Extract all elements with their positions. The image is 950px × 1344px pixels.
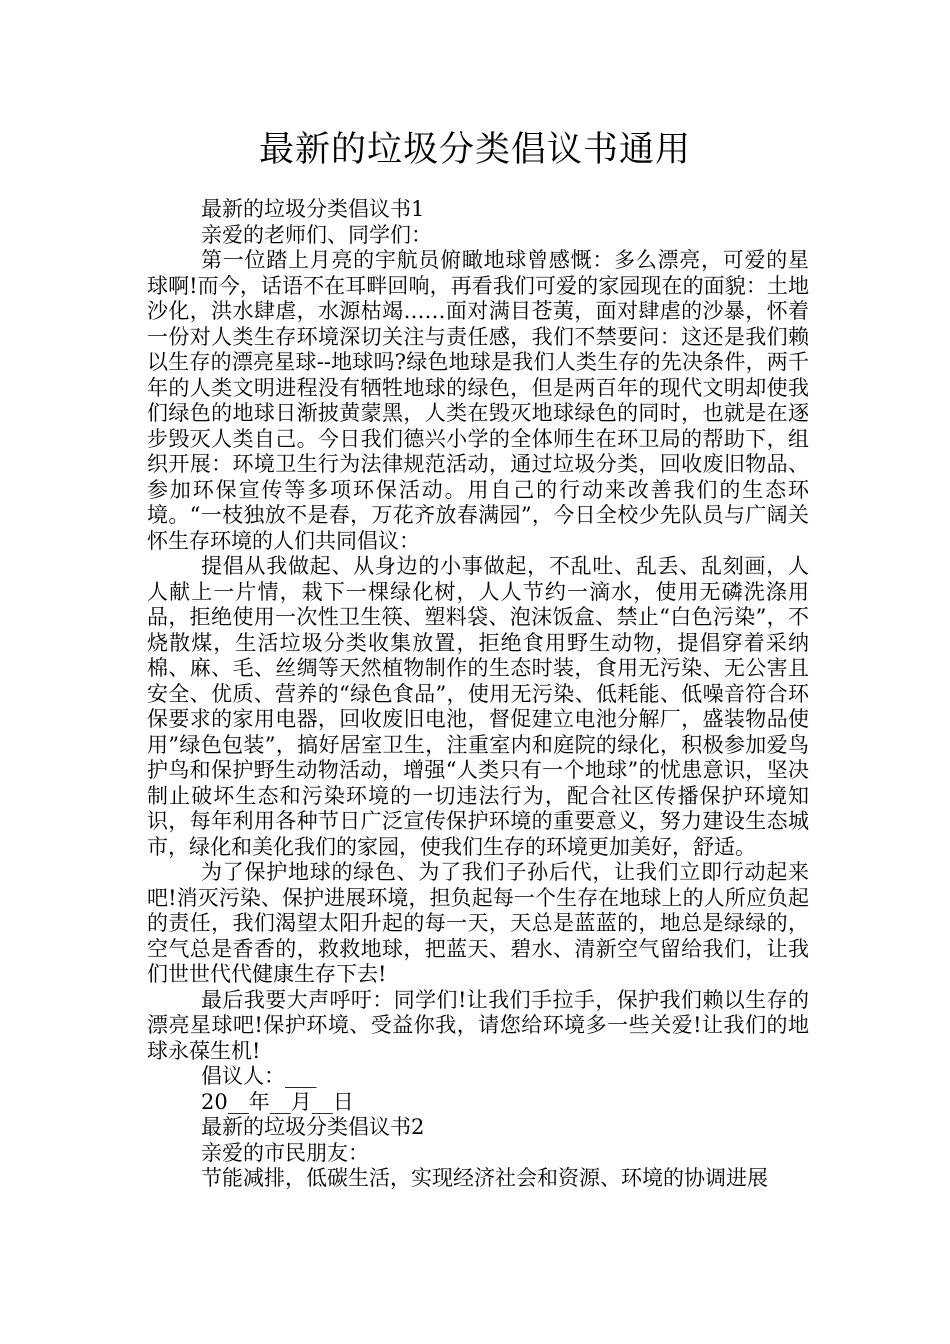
signature-date: 20__年__月__日 (201, 1089, 354, 1114)
document-title: 最新的垃圾分类倡议书通用 (258, 130, 691, 170)
section1-paragraph-2: 提倡从我做起、从身边的小事做起，不乱吐、乱丢、乱刻画，人人献上一片情，栽下一棵绿化树，人人节约一滴水，使用无磷洗涤用品，拒绝使用一次性卫生筷、塑料袋、泡沫饭盒、禁止“白色污染”，不烧散煤，生活垃圾分类收集放置，拒绝食用野生动物，提倡穿着采纳棉、麻、毛、丝绸等天然植物制作的生态时装，食用无污染、无公害且安全、优质、营养的“绿色食品”，使用无污染、低耗能、低噪音符合环保要求的家用电器，回收废旧电池，督促建立电池分解厂，盛装物品使用”绿色包装”，搞好居室卫生，注重室内和庭院的绿化，积极参加爱鸟护鸟和保护野生动物活动，增强“人类只有一个地球”的忧患意识，坚决制止破坏生态和污染环境的一切违法行为，配合社区传播保护环境知识，每年利用各种节日广泛宣传保护环境的重要意义，努力建设生态城市，绿化和美化我们的家园，使我们生存的环境更加美好，舒适。 (147, 554, 809, 859)
section2-paragraph-1: 节能减排，低碳生活，实现经济社会和资源、环境的协调进展 (201, 1166, 768, 1190)
section1-paragraph-4: 最后我要大声呼吁：同学们!让我们手拉手，保护我们赖以生存的漂亮星球吧!保护环境、受益你我，请您给环境多一些关爱!让我们的地球永葆生机! (147, 987, 809, 1063)
document-body (147, 197, 809, 1192)
section1-greeting: 亲爱的老师们、同学们： (201, 222, 432, 247)
section2-greeting: 亲爱的市民朋友： (201, 1140, 369, 1165)
section2-heading: 最新的垃圾分类倡议书2 (201, 1115, 425, 1139)
section1-heading: 最新的垃圾分类倡议书1 (201, 197, 425, 221)
section1-paragraph-3: 为了保护地球的绿色、为了我们子孙后代，让我们立即行动起来吧!消灭污染、保护进展环境，担负起每一个生存在地球上的人所应负起的责任，我们渴望太阳升起的每一天，天总是蓝蓝的，地总是绿绿的，空气总是香香的，救救地球，把蓝天、碧水、清新空气留给我们，让我们世世代代健康生存下去! (147, 860, 809, 986)
section1-paragraph-1: 第一位踏上月亮的宇航员俯瞰地球曾感慨：多么漂亮，可爱的星球啊!而今，话语不在耳畔回响，再看我们可爱的家园现在的面貌：土地沙化，洪水肆虐，水源枯竭……面对满目苍荑，面对肆虐的沙暴，怀着一份对人类生存环境深切关注与责任感，我们不禁要问：这还是我们赖以生存的漂亮星球--地球吗?绿色地球是我们人类生存的先决条件，两千年的人类文明进程没有牺牲地球的绿色，但是两百年的现代文明却使我们绿色的地球日渐披黄蒙黑，人类在毁灭地球绿色的同时，也就是在逐步毁灭人类自己。今日我们德兴小学的全体师生在环卫局的帮助下，组织开展：环境卫生行为法律规范活动，通过垃圾分类，回收废旧物品、参加环保宣传等多项环保活动。用自己的行动来改善我们的生态环境。“一枝独放不是春，万花齐放春满园”，今日全校少先队员与广阔关怀生存环境的人们共同倡议： (147, 248, 809, 553)
signature-name: 倡议人：___ (201, 1064, 317, 1088)
